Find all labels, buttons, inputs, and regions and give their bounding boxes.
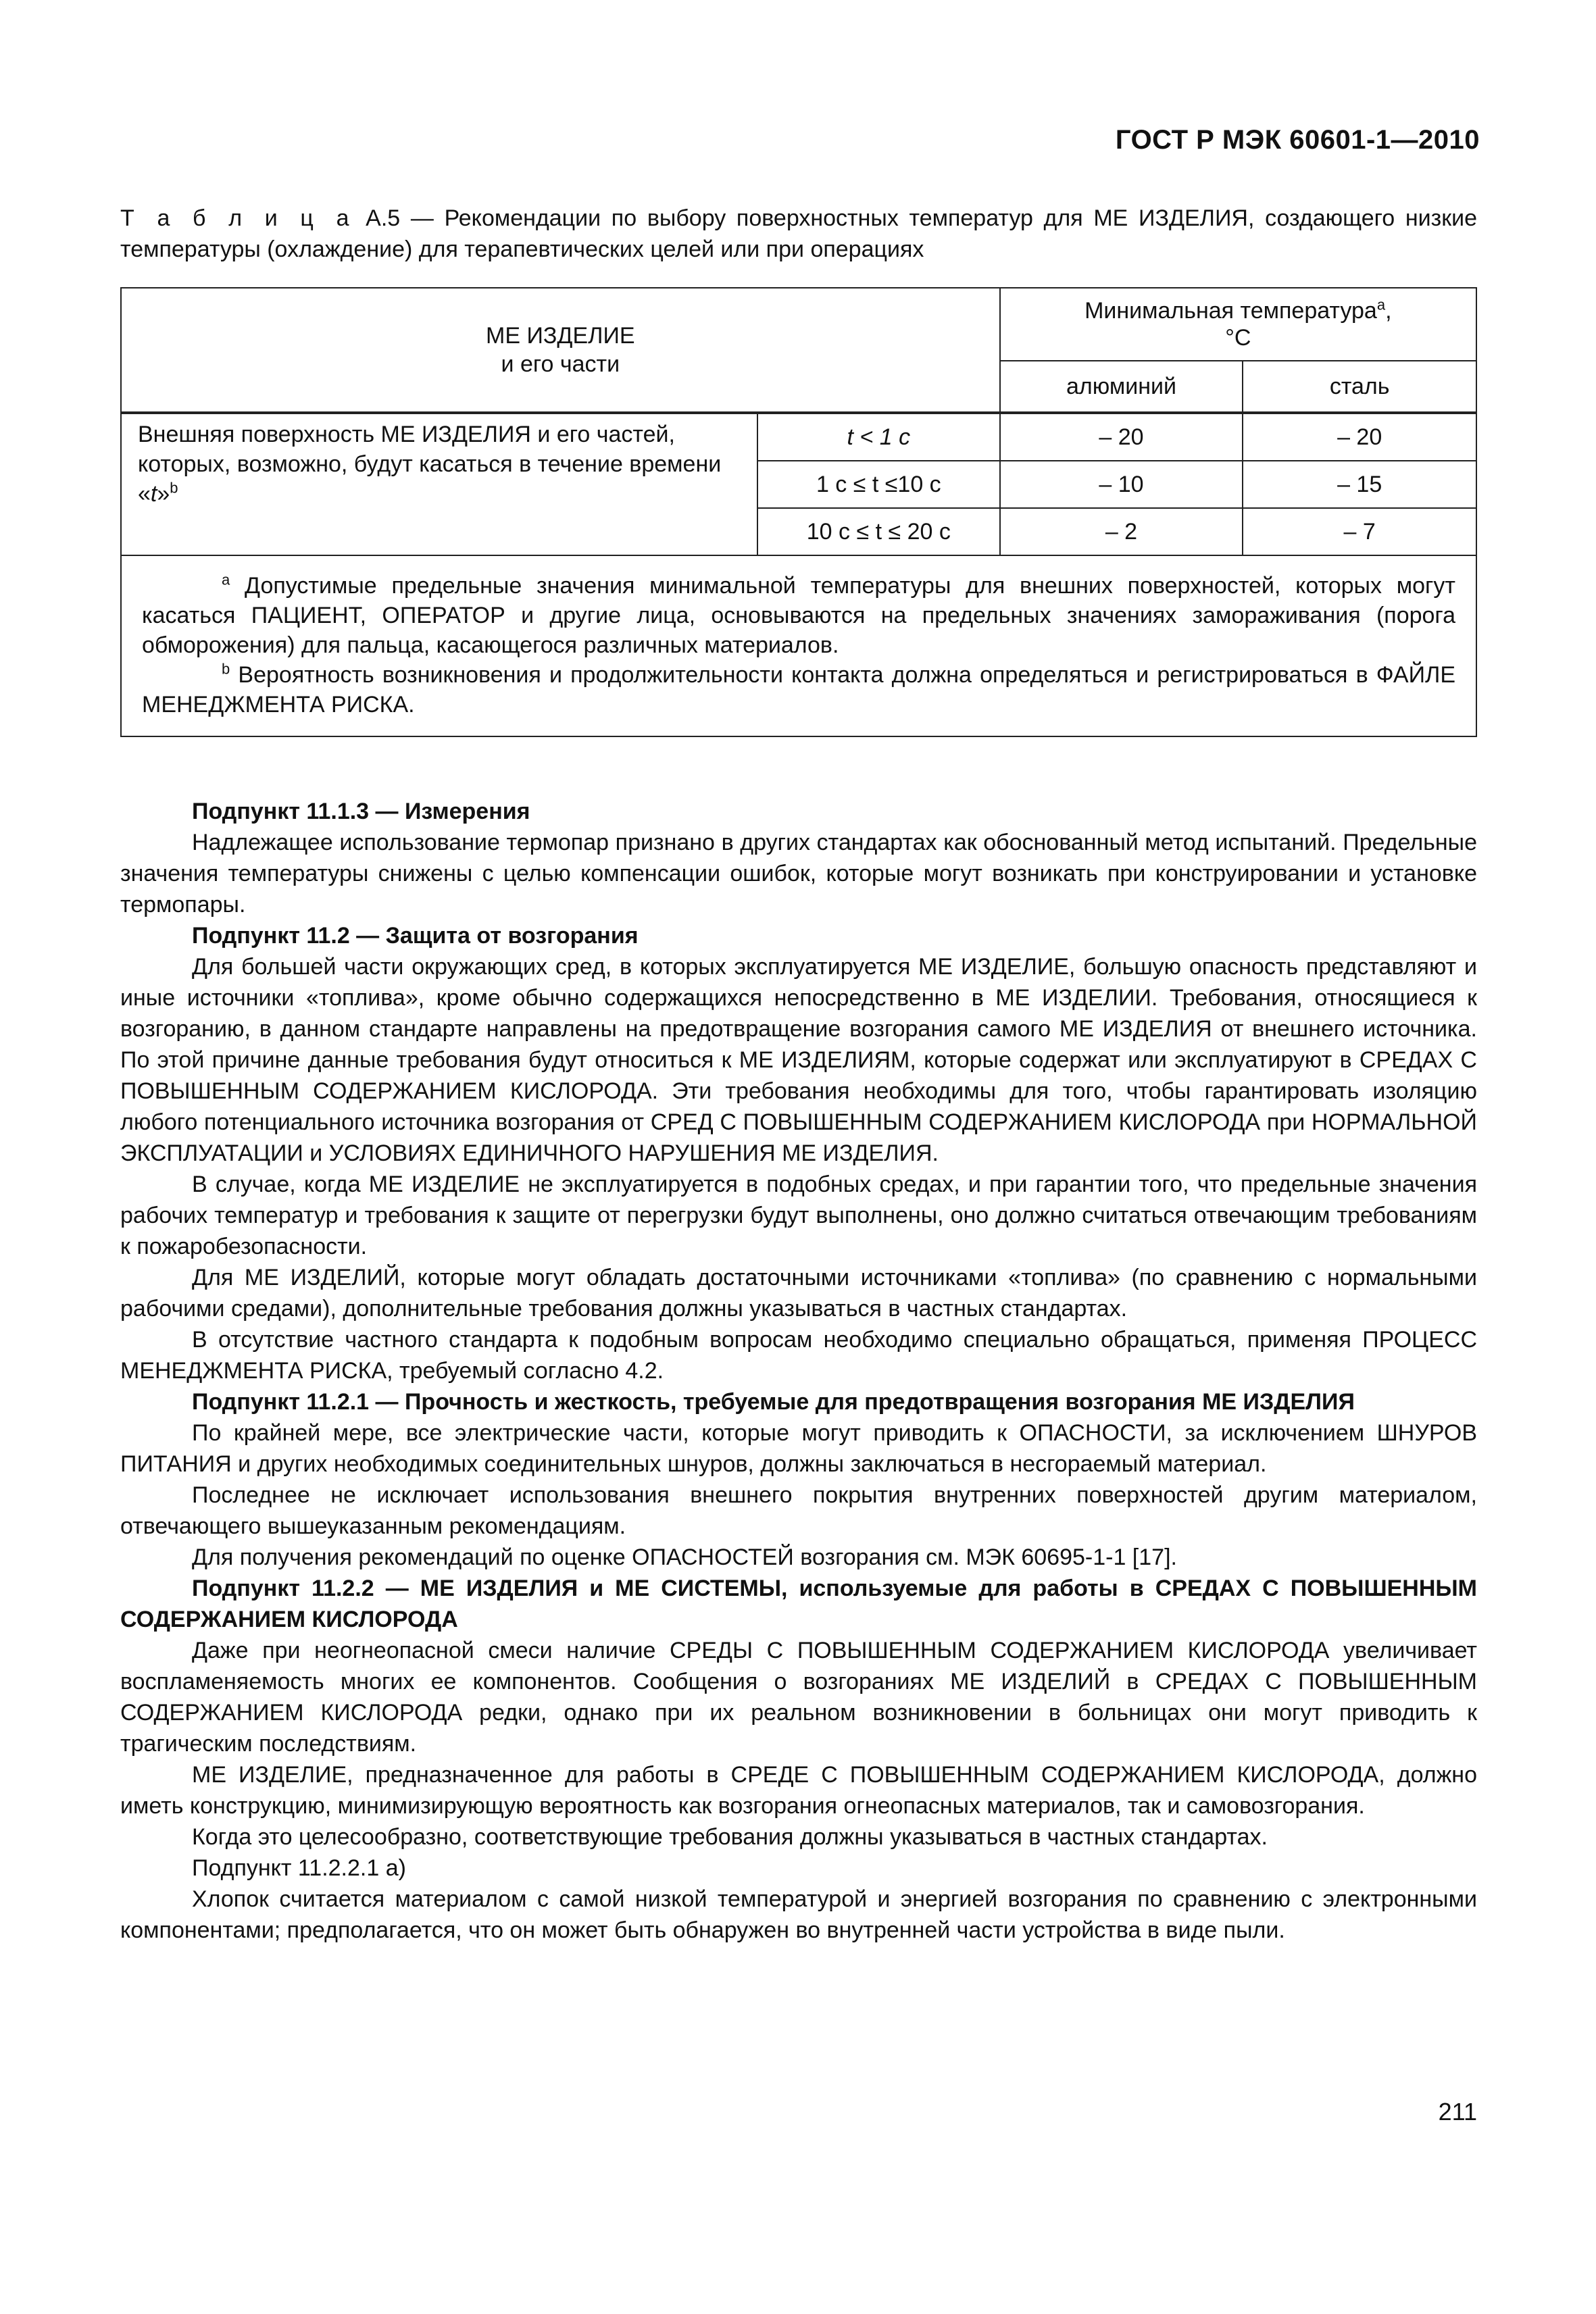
- paragraph: Даже при неогнеопасной смеси наличие СРЕДЫ С ПОВЫШЕННЫМ СОДЕРЖАНИЕМ КИСЛОРОДА увеличивает воспламеняемость многих ее компонентов. Сообщения о возгораниях МЕ ИЗДЕЛИЙ в СРЕДАХ С ПОВЫШЕННЫМ СОДЕРЖАНИЕМ КИСЛОРОДА редки, однако при их реальном возникновении в больницах они могут приводить к трагическим последствиям.: [120, 1638, 1477, 1757]
- header-min-temperature: [1000, 288, 1476, 361]
- footnote-a: $^a$ Допустимые предельные значения минимальной температуры для внешних поверхностей, которых могут касаться ПАЦИЕНТ, ОПЕРАТОР и другие лица, основываются на предельных значениях замораживания (порога обморожения) для пальца, касающегося различных материалов.: [142, 571, 1455, 658]
- paragraph: В случае, когда МЕ ИЗДЕЛИЕ не эксплуатируется в подобных средах, и при гарантии того, что предельные значения рабочих температур и требования к защите от перегрузки будут выполнены, оно должно считаться отвечающим требованиям к пожаробезопасности.: [120, 1172, 1477, 1259]
- paragraph: Когда это целесообразно, соответствующие требования должны указываться в частных стандартах.: [192, 1824, 1268, 1850]
- aluminum-cell: – 10: [1000, 461, 1243, 508]
- header-temp-unit: °С: [1225, 325, 1251, 351]
- header-steel: сталь: [1243, 361, 1476, 413]
- time-cell: 1 с ≤ t ≤10 с: [757, 461, 1000, 508]
- paragraph: Для МЕ ИЗДЕЛИЙ, которые могут обладать достаточными источниками «топлива» (по сравнению с нормальными рабочими средами), дополнительные требования должны указываться в частных стандартах.: [120, 1265, 1477, 1322]
- subclause-heading: Подпункт 11.2 — Защита от возгорания: [192, 923, 639, 949]
- paragraph: МЕ ИЗДЕЛИЕ, предназначенное для работы в СРЕДЕ С ПОВЫШЕННЫМ СОДЕРЖАНИЕМ КИСЛОРОДА, должно иметь конструкцию, минимизирующую вероятность как возгорания огнеопасных материалов, так и самовозгорания.: [120, 1762, 1477, 1819]
- surface-description: Внешняя поверхность МЕ ИЗДЕЛИЯ и его частей, которых, возможно, будут касаться в течение времени «t»$^b$: [121, 413, 757, 555]
- table-caption: [120, 203, 1477, 265]
- aluminum-cell: – 20: [1000, 413, 1243, 461]
- header-device-parts: [121, 288, 1000, 413]
- header-aluminum: алюминий: [1000, 361, 1243, 413]
- subclause-heading: Подпункт 11.2.1 — Прочность и жесткость, требуемые для предотвращения возгорания МЕ ИЗДЕЛИЯ: [192, 1389, 1355, 1415]
- paragraph: Надлежащее использование термопар признано в других стандартах как обоснованный метод испытаний. Предельные значения температуры снижены с целью компенсации ошибок, которые могут возникать при конструировании и установке термопары.: [120, 830, 1477, 917]
- aluminum-cell: – 2: [1000, 508, 1243, 555]
- paragraph: Хлопок считается материалом с самой низкой температурой и энергией возгорания по сравнению с электронными компонентами; предполагается, что он может быть обнаружен во внутренней части устройства в виде пыли.: [120, 1886, 1477, 1943]
- body-text: [120, 796, 1477, 1946]
- table-caption-label: Т а б л и ц а: [120, 205, 355, 231]
- paragraph: Последнее не исключает использования внешнего покрытия внутренних поверхностей другим материалом, отвечающего вышеуказанным рекомендациям.: [120, 1482, 1477, 1539]
- table-footnotes: [121, 555, 1476, 736]
- temperature-table: [120, 287, 1477, 737]
- header-device-line1: МЕ ИЗДЕЛИЕ: [486, 323, 635, 349]
- header-device-line2: и его части: [501, 351, 620, 377]
- paragraph: По крайней мере, все электрические части, которые могут приводить к ОПАСНОСТИ, за исключением ШНУРОВ ПИТАНИЯ и других необходимых соединительных шнуров, должны заключаться в несгораемый материал.: [120, 1420, 1477, 1477]
- subclause-heading: Подпункт 11.1.3 — Измерения: [192, 799, 530, 824]
- document-header: ГОСТ Р МЭК 60601-1—2010: [1115, 125, 1480, 155]
- paragraph: Подпункт 11.2.2.1 а): [192, 1855, 406, 1881]
- paragraph: Для получения рекомендаций по оценке ОПАСНОСТЕЙ возгорания см. МЭК 60695-1-1 [17].: [192, 1544, 1177, 1570]
- steel-cell: – 20: [1243, 413, 1476, 461]
- paragraph: В отсутствие частного стандарта к подобным вопросам необходимо специально обращаться, применяя ПРОЦЕСС МЕНЕДЖМЕНТА РИСКА, требуемый согласно 4.2.: [120, 1327, 1477, 1384]
- footnote-b: $^b$ Вероятность возникновения и продолжительности контакта должна определяться и регистрироваться в ФАЙЛЕ МЕНЕДЖМЕНТА РИСКА.: [142, 660, 1455, 718]
- table-caption-text: А.5 — Рекомендации по выбору поверхностных температур для МЕ ИЗДЕЛИЯ, создающего низкие температуры (охлаждение) для терапевтических целей или при операциях: [120, 205, 1478, 262]
- page-number: 211: [1438, 2098, 1477, 2126]
- steel-cell: – 7: [1243, 508, 1476, 555]
- subclause-heading: Подпункт 11.2.2 — МЕ ИЗДЕЛИЯ и МЕ СИСТЕМЫ, используемые для работы в СРЕДАХ С ПОВЫШЕННЫМ СОДЕРЖАНИЕМ КИСЛОРОДА: [120, 1576, 1477, 1632]
- paragraph: Для большей части окружающих сред, в которых эксплуатируется МЕ ИЗДЕЛИЕ, большую опасность представляют и иные источники «топлива», кроме обычно содержащихся непосредственно в МЕ ИЗДЕЛИИ. Требования, относящиеся к возгоранию, в данном стандарте направлены на предотвращение возгорания самого МЕ ИЗДЕЛИЯ от внешнего источника. По этой причине данные требования будут относиться к МЕ ИЗДЕЛИЯМ, которые содержат или эксплуатируют в СРЕДАХ С ПОВЫШЕННЫМ СОДЕРЖАНИЕМ КИСЛОРОДА. Эти требования необходимы для того, чтобы гарантировать изоляцию любого потенциального источника возгорания от СРЕД С ПОВЫШЕННЫМ СОДЕРЖАНИЕМ КИСЛОРОДА при НОРМАЛЬНОЙ ЭКСПЛУАТАЦИИ и УСЛОВИЯХ ЕДИНИЧНОГО НАРУШЕНИЯ МЕ ИЗДЕЛИЯ.: [120, 954, 1477, 1166]
- time-cell: 10 с ≤ t ≤ 20 с: [757, 508, 1000, 555]
- time-cell: t < 1 с: [757, 413, 1000, 461]
- steel-cell: – 15: [1243, 461, 1476, 508]
- header-temp-line1: Минимальная температура$^a$,: [1084, 296, 1392, 324]
